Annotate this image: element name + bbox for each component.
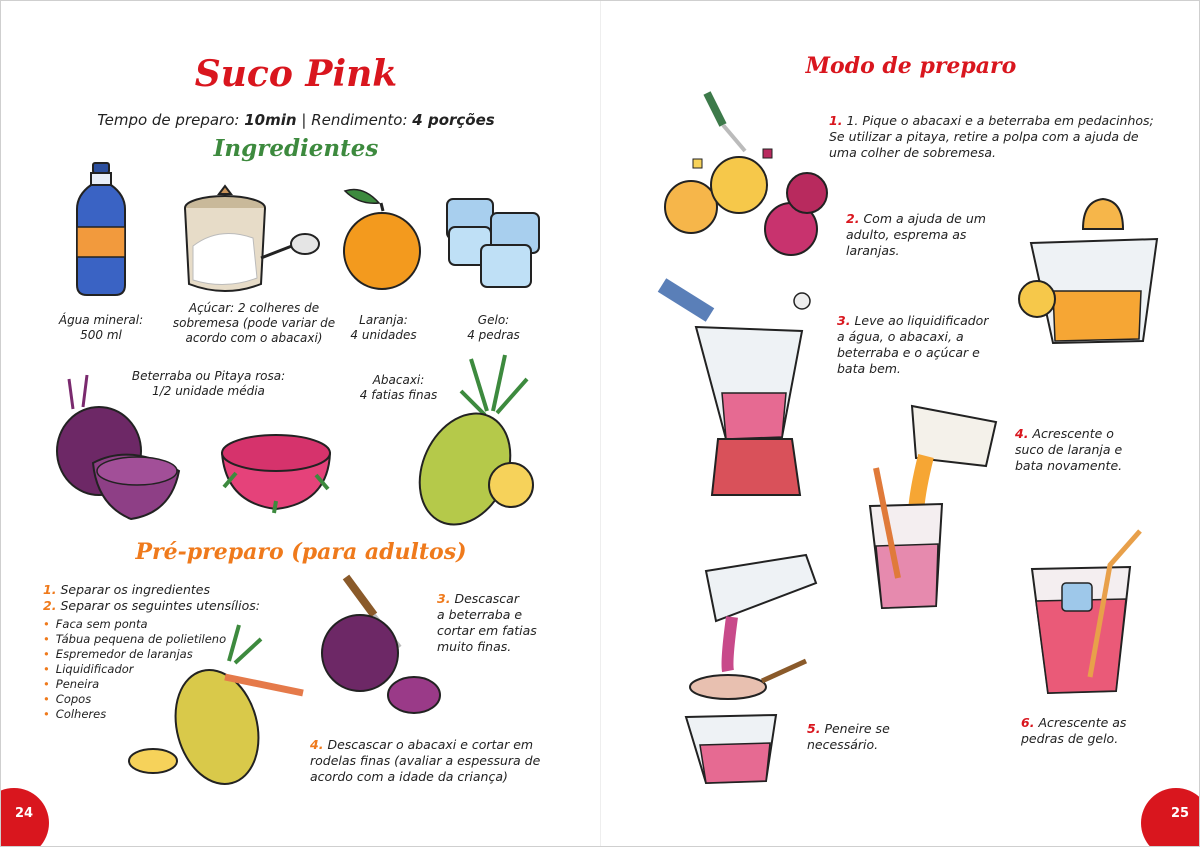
blender-icon — [656, 277, 831, 502]
pre-prep-step-2: 2. Separar os seguintes utensílios: — [43, 598, 260, 613]
list-item: • Peneira — [43, 677, 243, 692]
list-item: • Copos — [43, 692, 243, 707]
ingredient-sugar: Açúcar: 2 colheres de sobremesa (pode variar de acordo com o abacaxi) — [172, 301, 336, 345]
list-item: • Faca sem ponta — [43, 617, 243, 632]
pre-prep-step-4: 4. Descascar o abacaxi e cortar em rodelas finas (avaliar a espessura de acordo com a idade da criança) — [310, 737, 541, 784]
page-number-left: 24 — [0, 788, 49, 847]
prep-time-value: 10min — [244, 111, 297, 129]
method-step-4: 4. Acrescente o suco de laranja e bata novamente. — [1015, 426, 1123, 473]
method-step-1: 1. 1. Pique o abacaxi e a beterraba em pedacinhos; Se utilizar a pitaya, retire a polpa com a ajuda de uma colher de sobremesa. — [829, 113, 1154, 160]
method-heading: Modo de preparo — [805, 53, 1017, 79]
yield-label: Rendimento: — [311, 111, 408, 129]
pre-prep-heading: Pré-preparo (para adultos) — [135, 539, 467, 565]
list-item: • Tábua pequena de polietileno — [43, 632, 243, 647]
pouring-juice-icon — [846, 396, 1011, 611]
list-item: • Colheres — [43, 707, 243, 722]
ingredient-beet: Beterraba ou Pitaya rosa: 1/2 unidade média — [131, 369, 286, 398]
recipe-title: Suco Pink — [194, 53, 398, 95]
list-item: • Espremedor de laranjas — [43, 647, 243, 662]
ingredient-water: Água mineral: 500 ml — [58, 313, 144, 342]
chopped-fruits-icon — [663, 89, 843, 259]
water-bottle-icon — [71, 161, 131, 301]
pineapple-icon — [401, 351, 546, 531]
ingredient-orange: Laranja: 4 unidades — [350, 313, 417, 342]
orange-icon — [341, 181, 426, 296]
method-step-2: 2. Com a ajuda de um adulto, esprema as laranjas. — [846, 211, 986, 258]
pre-prep-step-1: 1. Separar os ingredientes — [43, 582, 210, 597]
pre-prep-step-3: 3. Descascar a beterraba e cortar em fatias muito finas. — [437, 591, 537, 654]
method-step-5: 5. Peneire se necessário. — [807, 721, 890, 752]
pitaya-icon — [216, 413, 336, 513]
beetroot-icon — [51, 373, 191, 523]
pre-prep-list — [43, 582, 313, 614]
ice-cubes-icon — [441, 193, 551, 293]
ingredients-heading: Ingredientes — [213, 135, 379, 162]
ingredient-ice: Gelo: 4 pedras — [467, 313, 520, 342]
yield-value: 4 porções — [412, 111, 495, 129]
sugar-bowl-icon — [179, 186, 329, 301]
beet-cutting-icon — [316, 571, 446, 721]
pineapple-cutting-icon — [129, 621, 309, 791]
method-step-3: 3. Leve ao liquidificador a água, o abacaxi, a beterraba e o açúcar e bata bem. — [837, 313, 989, 376]
page-number-right: 25 — [1141, 788, 1200, 847]
page-gutter — [600, 1, 601, 846]
prep-time-label: Tempo de preparo: — [97, 111, 240, 129]
list-item: • Liquidificador — [43, 662, 243, 677]
method-step-6: 6. Acrescente as pedras de gelo. — [1021, 715, 1127, 746]
glass-with-ice-icon — [1026, 521, 1156, 696]
ingredient-pineapple: Abacaxi: 4 fatias finas — [359, 373, 438, 402]
orange-juicer-icon — [1013, 181, 1163, 351]
prep-separator: | — [301, 111, 307, 129]
prep-info — [61, 111, 531, 129]
